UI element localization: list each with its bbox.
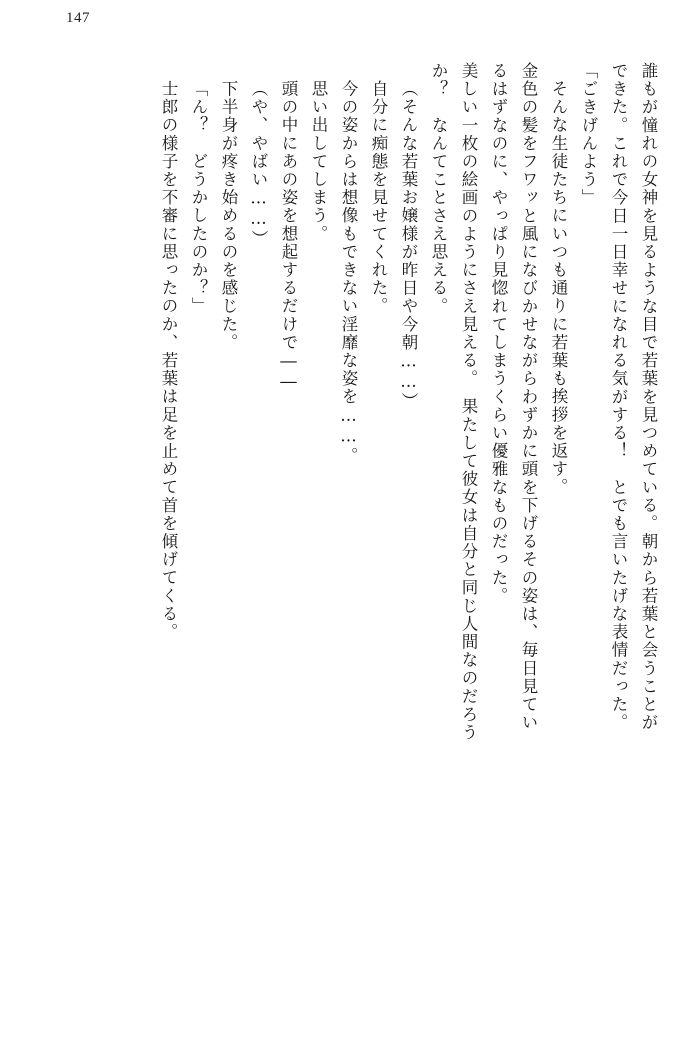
text-line: 下半身が疼き始めるのを感じた。 bbox=[219, 80, 238, 352]
text-line: できた。これで今日一日幸せになれる気がする！ とでも言いたげな表情だった。 bbox=[609, 62, 628, 732]
text-line: 士郎の様子を不審に思ったのか、若葉は足を止めて首を傾げてくる。 bbox=[159, 80, 178, 642]
text-line: 今の姿からは想像もできない淫靡な姿を……。 bbox=[339, 80, 358, 466]
text-line: 思い出してしまう。 bbox=[309, 80, 328, 243]
text-line: 自分に痴態を見せてくれた。 bbox=[369, 80, 388, 316]
text-line: 頭の中にあの姿を想起するだけで―― bbox=[279, 80, 298, 393]
text-line: か？ なんてことさえ思える。 bbox=[429, 62, 448, 316]
page-number: 147 bbox=[66, 10, 90, 26]
text-line: （そんな若葉お嬢様が昨日や今朝……） bbox=[399, 80, 418, 411]
text-line: 「ごきげんよう」 bbox=[579, 62, 598, 207]
text-line: 誰もが憧れの女神を見るような目で若葉を見つめている。朝から若葉と会うことが bbox=[639, 62, 658, 732]
vertical-text-body bbox=[34, 62, 663, 1022]
text-line: 「ん？ どうかしたのか？」 bbox=[189, 80, 208, 316]
text-line: 美しい一枚の絵画のようにさえ見える。 果たして彼女は自分と同じ人間なのだろう bbox=[459, 62, 478, 742]
text-line: そんな生徒たちにいつも通りに若葉も挨拶を返す。 bbox=[549, 80, 568, 497]
text-line: 金色の髪をフワッと風になびかせながらわずかに頭を下げるその姿は、毎日見てい bbox=[519, 62, 538, 732]
text-line: （や、やばい……） bbox=[249, 80, 268, 248]
text-line: るはずなのに、やっぱり見惚れてしまうくらい優雅なものだった。 bbox=[489, 62, 508, 605]
